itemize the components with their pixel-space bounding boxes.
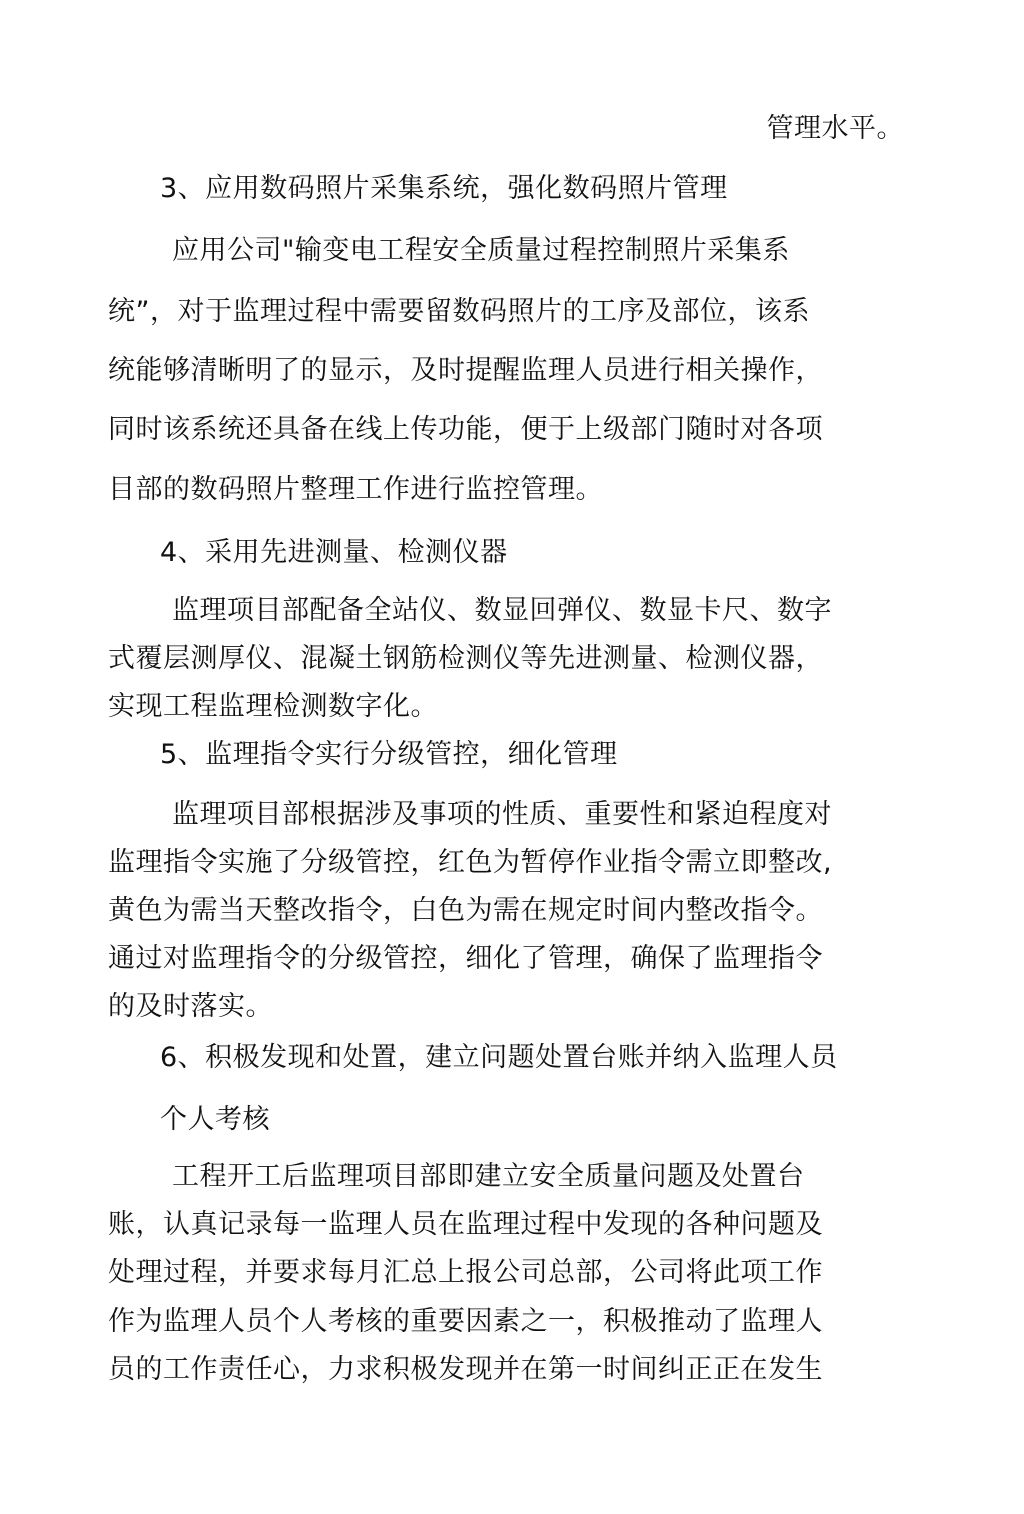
text-line: 黄色为需当天整改指令，白色为需在规定时间内整改指令。: [108, 895, 823, 926]
text-line: 目部的数码照片整理工作进行监控管理。: [108, 474, 603, 505]
section-heading-6: 6、积极发现和处置，建立问题处置台账并纳入监理人员: [160, 1042, 838, 1073]
text-line: 实现工程监理检测数字化。: [108, 691, 438, 722]
text-line: 作为监理人员个人考核的重要因素之一，积极推动了监理人: [108, 1306, 823, 1337]
text-line: 监理项目部根据涉及事项的性质、重要性和紧迫程度对: [172, 799, 832, 830]
text-line: 式覆层测厚仪、混凝土钢筋检测仪等先进测量、检测仪器，: [108, 643, 823, 674]
section-heading-4: 4、采用先进测量、检测仪器: [160, 537, 508, 568]
text-line: 统”，对于监理过程中需要留数码照片的工序及部位，该系: [108, 296, 810, 327]
text-line: 统能够清晰明了的显示，及时提醒监理人员进行相关操作，: [108, 355, 823, 386]
text-line: 监理项目部配备全站仪、数显回弹仪、数显卡尺、数字: [172, 595, 832, 626]
text-line: 员的工作责任心，力求积极发现并在第一时间纠正正在发生: [108, 1354, 823, 1385]
text-line: 同时该系统还具备在线上传功能，便于上级部门随时对各项: [108, 414, 823, 445]
text-line: 监理指令实施了分级管控，红色为暂停作业指令需立即整改,: [108, 847, 833, 878]
text-line: 账，认真记录每一监理人员在监理过程中发现的各种问题及: [108, 1209, 823, 1240]
section-heading-3: 3、应用数码照片采集系统，强化数码照片管理: [160, 173, 728, 204]
text-line: 通过对监理指令的分级管控，细化了管理，确保了监理指令: [108, 943, 823, 974]
section-heading-5: 5、监理指令实行分级管控，细化管理: [160, 739, 618, 770]
section-heading-6-cont: 个人考核: [160, 1104, 270, 1135]
text-line: 工程开工后监理项目部即建立安全质量问题及处置台: [172, 1161, 805, 1192]
text-line: 应用公司"输变电工程安全质量过程控制照片采集系: [172, 235, 790, 266]
text-line: 管理水平。: [766, 113, 904, 144]
text-line: 处理过程，并要求每月汇总上报公司总部，公司将此项工作: [108, 1257, 823, 1288]
text-line: 的及时落实。: [108, 991, 273, 1022]
